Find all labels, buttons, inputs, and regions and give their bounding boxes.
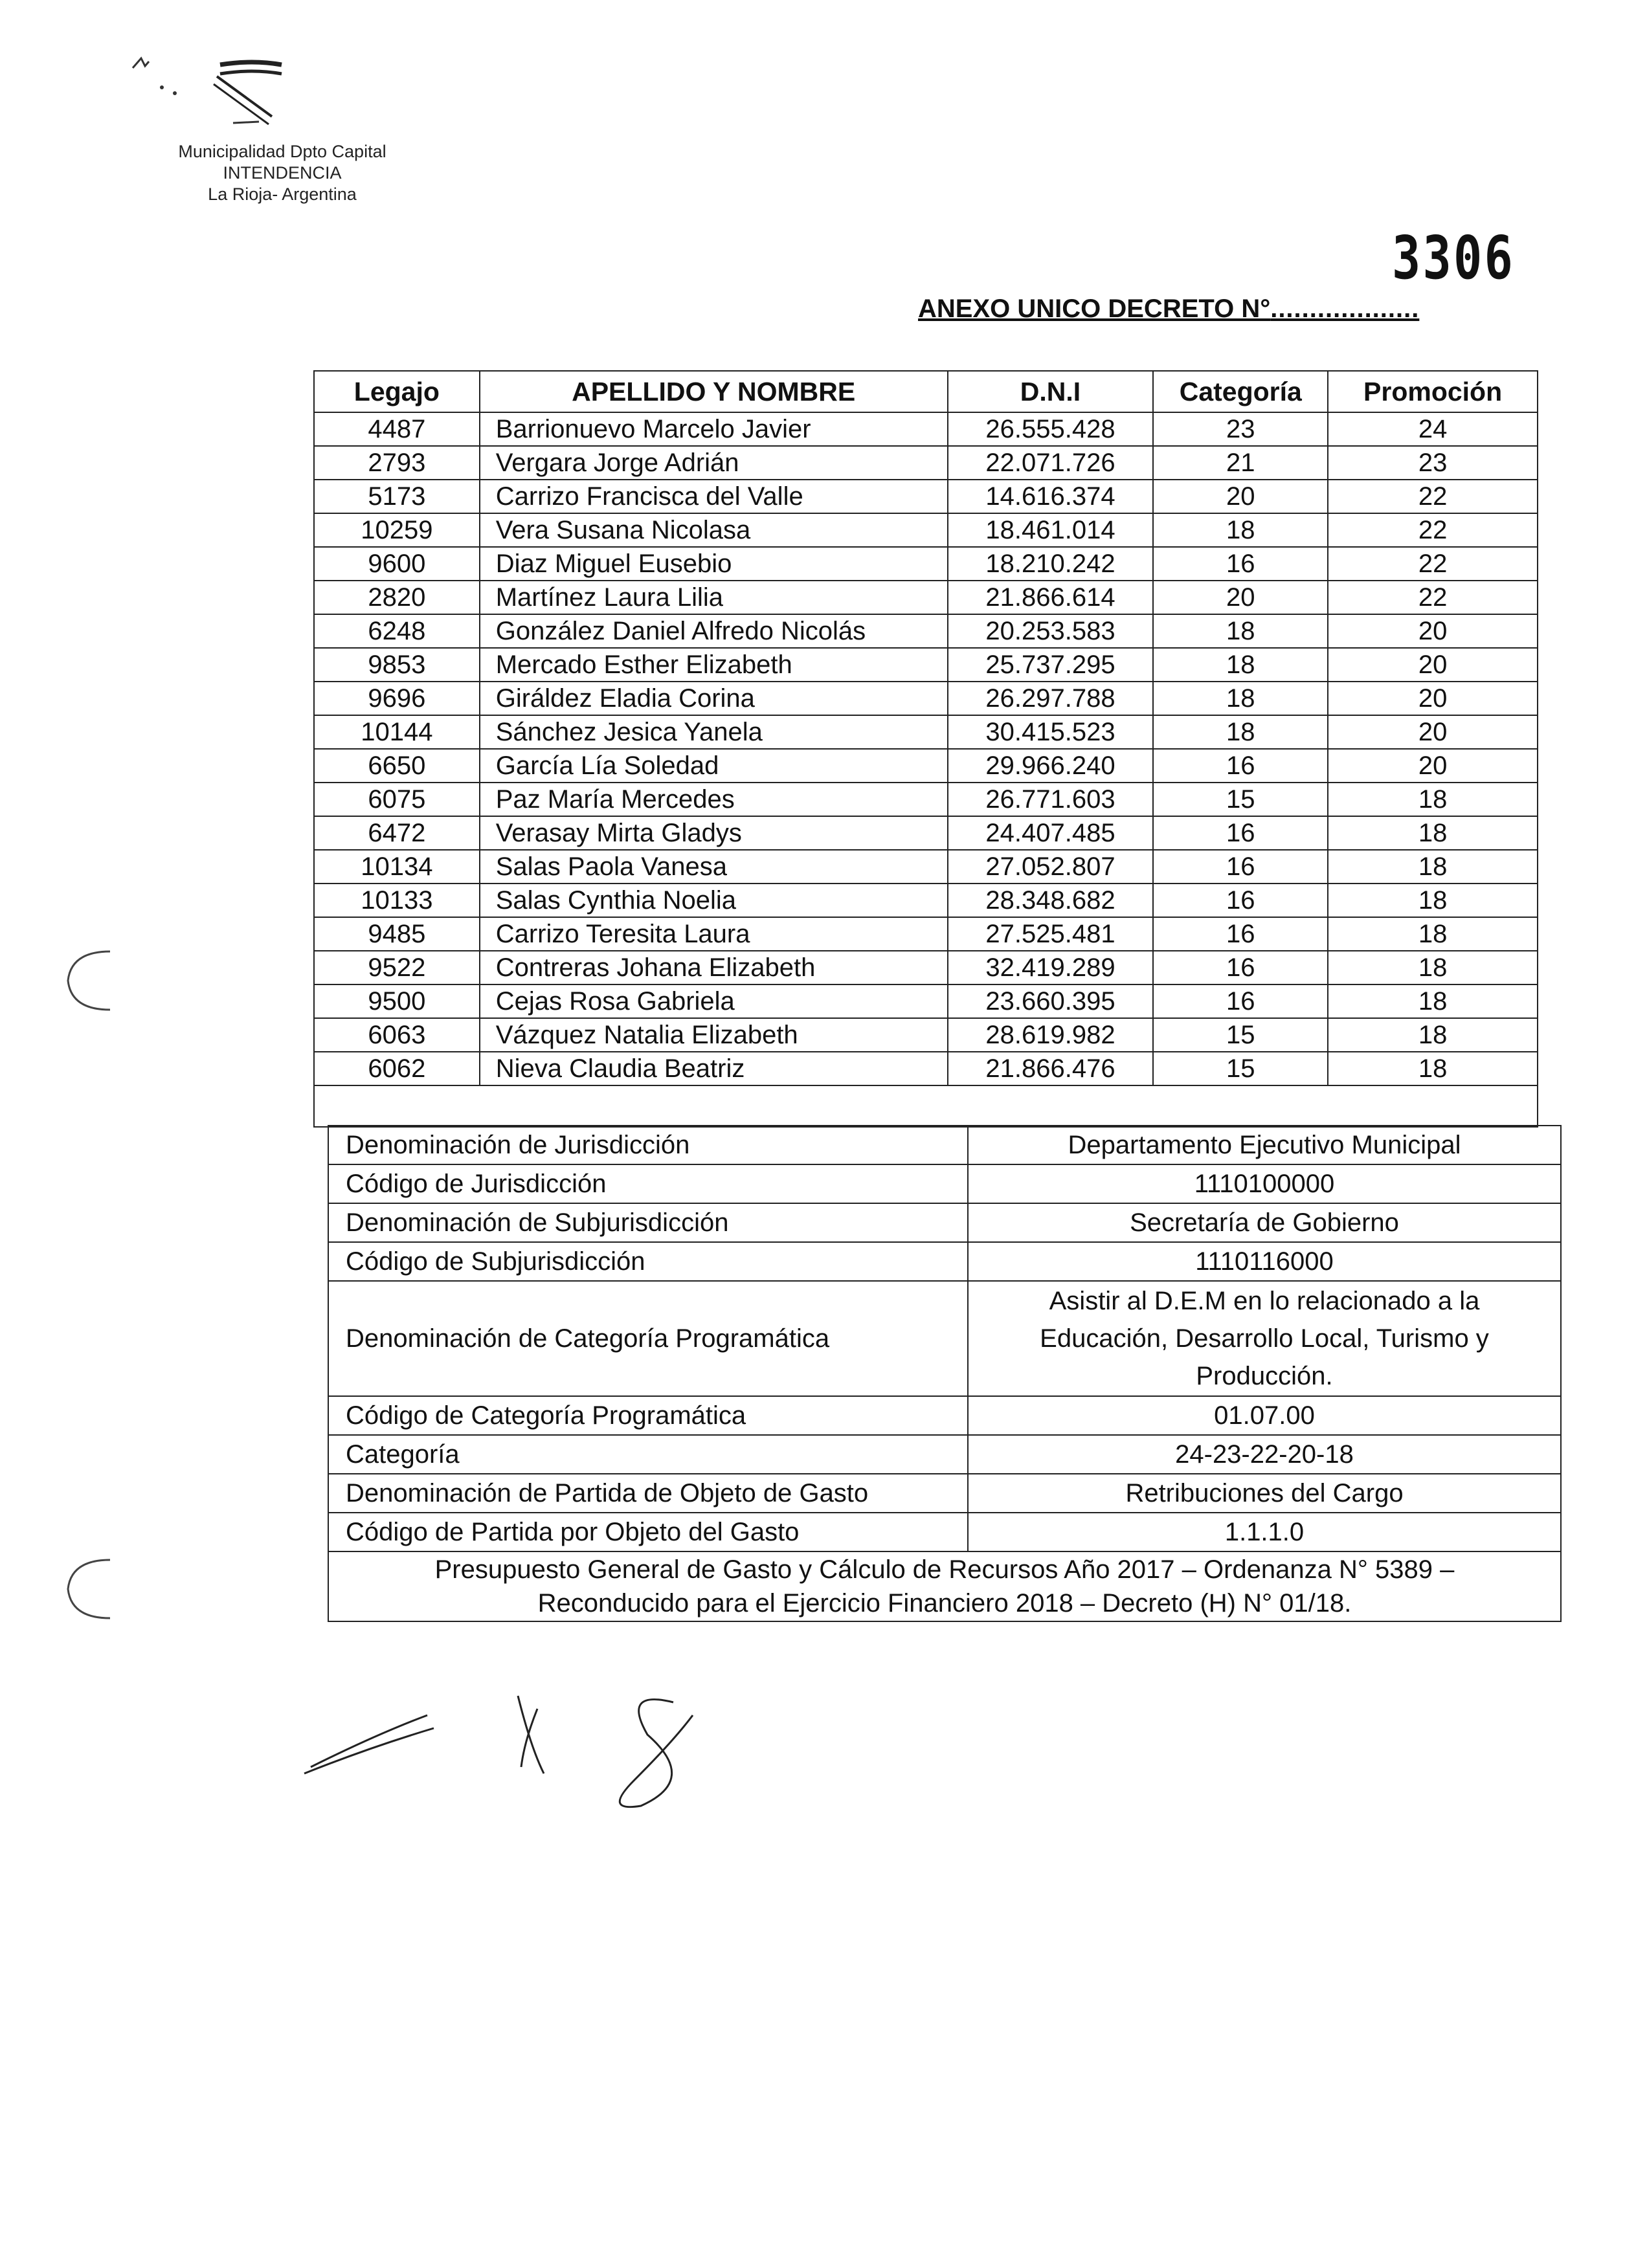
dni-cell: 18.461.014 bbox=[948, 513, 1154, 547]
dni-cell: 28.619.982 bbox=[948, 1018, 1154, 1052]
dni-cell: 27.525.481 bbox=[948, 917, 1154, 951]
spacer-cell bbox=[314, 1085, 1538, 1127]
budget-row-codigo-partida bbox=[328, 1513, 1561, 1551]
name-cell: Carrizo Francisca del Valle bbox=[480, 480, 948, 513]
name-cell: Barrionuevo Marcelo Javier bbox=[480, 412, 948, 446]
table-row bbox=[314, 513, 1538, 547]
decree-number: 3306 bbox=[1392, 223, 1516, 293]
budget-row-subjurisdiccion bbox=[328, 1203, 1561, 1242]
header-categoria: Categoría bbox=[1153, 371, 1328, 412]
budget-footer-line1: Presupuesto General de Gasto y Cálculo de Recursos Año 2017 – Ordenanza N° 5389 – bbox=[434, 1555, 1455, 1584]
categoria-programatica-line2: Educación, Desarrollo Local, Turismo y bbox=[1040, 1324, 1489, 1353]
categoria-cell: 15 bbox=[1153, 1052, 1328, 1085]
categoria-cell: 16 bbox=[1153, 884, 1328, 917]
legajo-cell: 9485 bbox=[314, 917, 480, 951]
header-municipality: Municipalidad Dpto Capital bbox=[178, 142, 387, 161]
categoria-cell: 16 bbox=[1153, 984, 1328, 1018]
table-row bbox=[314, 783, 1538, 816]
name-cell: González Daniel Alfredo Nicolás bbox=[480, 614, 948, 648]
name-cell: Carrizo Teresita Laura bbox=[480, 917, 948, 951]
categoria-cell: 15 bbox=[1153, 1018, 1328, 1052]
name-cell: Martínez Laura Lilia bbox=[480, 581, 948, 614]
header-intendencia: INTENDENCIA bbox=[223, 163, 342, 183]
categoria-cell: 16 bbox=[1153, 816, 1328, 850]
dni-cell: 23.660.395 bbox=[948, 984, 1154, 1018]
table-row bbox=[314, 715, 1538, 749]
jurisdiccion-value: Departamento Ejecutivo Municipal bbox=[968, 1126, 1561, 1164]
promocion-cell: 18 bbox=[1328, 850, 1538, 884]
header-apellido-nombre: APELLIDO Y NOMBRE bbox=[480, 371, 948, 412]
legajo-cell: 6062 bbox=[314, 1052, 480, 1085]
categoria-programatica-value bbox=[968, 1281, 1561, 1396]
table-row bbox=[314, 547, 1538, 581]
promocion-cell: 20 bbox=[1328, 682, 1538, 715]
dni-cell: 14.616.374 bbox=[948, 480, 1154, 513]
table-spacer-row bbox=[314, 1085, 1538, 1127]
header-dni: D.N.I bbox=[948, 371, 1154, 412]
name-cell: Contreras Johana Elizabeth bbox=[480, 951, 948, 984]
subjurisdiccion-value: Secretaría de Gobierno bbox=[968, 1203, 1561, 1242]
subjurisdiccion-label: Denominación de Subjurisdicción bbox=[328, 1203, 968, 1242]
promocion-cell: 18 bbox=[1328, 816, 1538, 850]
promocion-cell: 18 bbox=[1328, 783, 1538, 816]
table-row bbox=[314, 682, 1538, 715]
table-row bbox=[314, 917, 1538, 951]
budget-row-codigo-subjurisdiccion bbox=[328, 1242, 1561, 1281]
handwritten-signature-icon bbox=[298, 1670, 790, 1825]
promocion-cell: 24 bbox=[1328, 412, 1538, 446]
codigo-categoria-programatica-value: 01.07.00 bbox=[968, 1396, 1561, 1435]
codigo-categoria-programatica-label: Código de Categoría Programática bbox=[328, 1396, 968, 1435]
dni-cell: 18.210.242 bbox=[948, 547, 1154, 581]
table-row bbox=[314, 749, 1538, 783]
header-legajo: Legajo bbox=[314, 371, 480, 412]
municipality-header bbox=[146, 141, 418, 205]
promocion-cell: 20 bbox=[1328, 648, 1538, 682]
name-cell: Nieva Claudia Beatriz bbox=[480, 1052, 948, 1085]
categoria-cell: 18 bbox=[1153, 648, 1328, 682]
legajo-cell: 10134 bbox=[314, 850, 480, 884]
dni-cell: 32.419.289 bbox=[948, 951, 1154, 984]
categoria-cell: 20 bbox=[1153, 581, 1328, 614]
legajo-cell: 2820 bbox=[314, 581, 480, 614]
promocion-cell: 18 bbox=[1328, 884, 1538, 917]
legajo-cell: 10133 bbox=[314, 884, 480, 917]
promocion-cell: 18 bbox=[1328, 1052, 1538, 1085]
legajo-cell: 6063 bbox=[314, 1018, 480, 1052]
codigo-partida-value: 1.1.1.0 bbox=[968, 1513, 1561, 1551]
budget-row-codigo-categoria-programatica bbox=[328, 1396, 1561, 1435]
legajo-cell: 6650 bbox=[314, 749, 480, 783]
header-location: La Rioja- Argentina bbox=[208, 184, 357, 204]
dni-cell: 27.052.807 bbox=[948, 850, 1154, 884]
table-row bbox=[314, 850, 1538, 884]
table-row bbox=[314, 884, 1538, 917]
dni-cell: 26.771.603 bbox=[948, 783, 1154, 816]
table-row bbox=[314, 1052, 1538, 1085]
categoria-cell: 16 bbox=[1153, 850, 1328, 884]
promocion-cell: 18 bbox=[1328, 1018, 1538, 1052]
categoria-cell: 21 bbox=[1153, 446, 1328, 480]
partida-value: Retribuciones del Cargo bbox=[968, 1474, 1561, 1513]
codigo-partida-label: Código de Partida por Objeto del Gasto bbox=[328, 1513, 968, 1551]
table-row bbox=[314, 614, 1538, 648]
name-cell: Vázquez Natalia Elizabeth bbox=[480, 1018, 948, 1052]
categoria-value: 24-23-22-20-18 bbox=[968, 1435, 1561, 1474]
legajo-cell: 9696 bbox=[314, 682, 480, 715]
name-cell: Vera Susana Nicolasa bbox=[480, 513, 948, 547]
promocion-cell: 22 bbox=[1328, 480, 1538, 513]
name-cell: Sánchez Jesica Yanela bbox=[480, 715, 948, 749]
promocion-cell: 23 bbox=[1328, 446, 1538, 480]
categoria-cell: 16 bbox=[1153, 951, 1328, 984]
dni-cell: 28.348.682 bbox=[948, 884, 1154, 917]
categoria-cell: 16 bbox=[1153, 917, 1328, 951]
name-cell: Cejas Rosa Gabriela bbox=[480, 984, 948, 1018]
name-cell: Diaz Miguel Eusebio bbox=[480, 547, 948, 581]
table-row bbox=[314, 1018, 1538, 1052]
codigo-subjurisdiccion-label: Código de Subjurisdicción bbox=[328, 1242, 968, 1281]
categoria-programatica-line1: Asistir al D.E.M en lo relacionado a la bbox=[1049, 1287, 1480, 1315]
legajo-cell: 2793 bbox=[314, 446, 480, 480]
dni-cell: 21.866.614 bbox=[948, 581, 1154, 614]
table-header-row bbox=[314, 371, 1538, 412]
staff-promotion-table bbox=[313, 370, 1538, 1128]
dni-cell: 25.737.295 bbox=[948, 648, 1154, 682]
budget-row-footer bbox=[328, 1551, 1561, 1621]
annex-title bbox=[918, 295, 1419, 324]
table-row bbox=[314, 581, 1538, 614]
header-promocion: Promoción bbox=[1328, 371, 1538, 412]
categoria-cell: 20 bbox=[1153, 480, 1328, 513]
dni-cell: 26.555.428 bbox=[948, 412, 1154, 446]
dni-cell: 20.253.583 bbox=[948, 614, 1154, 648]
promocion-cell: 20 bbox=[1328, 614, 1538, 648]
categoria-cell: 23 bbox=[1153, 412, 1328, 446]
annex-title-dots: ................... bbox=[1270, 295, 1420, 323]
table-row bbox=[314, 648, 1538, 682]
categoria-programatica-label: Denominación de Categoría Programática bbox=[328, 1281, 968, 1396]
municipal-logo-icon bbox=[123, 39, 291, 136]
table-row bbox=[314, 984, 1538, 1018]
categoria-programatica-line3: Producción. bbox=[1196, 1362, 1333, 1390]
categoria-cell: 15 bbox=[1153, 783, 1328, 816]
dni-cell: 21.866.476 bbox=[948, 1052, 1154, 1085]
punch-hole-icon bbox=[58, 1553, 123, 1625]
promocion-cell: 18 bbox=[1328, 984, 1538, 1018]
promocion-cell: 18 bbox=[1328, 917, 1538, 951]
dni-cell: 29.966.240 bbox=[948, 749, 1154, 783]
categoria-cell: 16 bbox=[1153, 749, 1328, 783]
budget-row-jurisdiccion bbox=[328, 1126, 1561, 1164]
legajo-cell: 6075 bbox=[314, 783, 480, 816]
legajo-cell: 9853 bbox=[314, 648, 480, 682]
budget-row-categoria bbox=[328, 1435, 1561, 1474]
budget-info-table bbox=[328, 1125, 1562, 1622]
annex-title-text: ANEXO UNICO DECRETO N° bbox=[918, 295, 1271, 323]
partida-label: Denominación de Partida de Objeto de Gasto bbox=[328, 1474, 968, 1513]
budget-row-codigo-jurisdiccion bbox=[328, 1164, 1561, 1203]
budget-row-categoria-programatica bbox=[328, 1281, 1561, 1396]
legajo-cell: 10144 bbox=[314, 715, 480, 749]
legajo-cell: 6248 bbox=[314, 614, 480, 648]
legajo-cell: 6472 bbox=[314, 816, 480, 850]
jurisdiccion-label: Denominación de Jurisdicción bbox=[328, 1126, 968, 1164]
punch-hole-icon bbox=[58, 945, 123, 1016]
categoria-cell: 18 bbox=[1153, 614, 1328, 648]
table-row bbox=[314, 816, 1538, 850]
legajo-cell: 4487 bbox=[314, 412, 480, 446]
legajo-cell: 9600 bbox=[314, 547, 480, 581]
categoria-cell: 16 bbox=[1153, 547, 1328, 581]
name-cell: Giráldez Eladia Corina bbox=[480, 682, 948, 715]
name-cell: García Lía Soledad bbox=[480, 749, 948, 783]
name-cell: Vergara Jorge Adrián bbox=[480, 446, 948, 480]
legajo-cell: 9500 bbox=[314, 984, 480, 1018]
promocion-cell: 22 bbox=[1328, 513, 1538, 547]
dni-cell: 26.297.788 bbox=[948, 682, 1154, 715]
promocion-cell: 18 bbox=[1328, 951, 1538, 984]
categoria-cell: 18 bbox=[1153, 682, 1328, 715]
dni-cell: 30.415.523 bbox=[948, 715, 1154, 749]
codigo-jurisdiccion-label: Código de Jurisdicción bbox=[328, 1164, 968, 1203]
categoria-label: Categoría bbox=[328, 1435, 968, 1474]
name-cell: Salas Cynthia Noelia bbox=[480, 884, 948, 917]
name-cell: Salas Paola Vanesa bbox=[480, 850, 948, 884]
budget-footer-note bbox=[328, 1551, 1561, 1621]
legajo-cell: 10259 bbox=[314, 513, 480, 547]
table-row bbox=[314, 480, 1538, 513]
promocion-cell: 20 bbox=[1328, 715, 1538, 749]
name-cell: Paz María Mercedes bbox=[480, 783, 948, 816]
dni-cell: 24.407.485 bbox=[948, 816, 1154, 850]
promocion-cell: 20 bbox=[1328, 749, 1538, 783]
codigo-subjurisdiccion-value: 1110116000 bbox=[968, 1242, 1561, 1281]
promocion-cell: 22 bbox=[1328, 547, 1538, 581]
budget-row-partida bbox=[328, 1474, 1561, 1513]
codigo-jurisdiccion-value: 1110100000 bbox=[968, 1164, 1561, 1203]
table-row bbox=[314, 446, 1538, 480]
legajo-cell: 5173 bbox=[314, 480, 480, 513]
table-row bbox=[314, 951, 1538, 984]
legajo-cell: 9522 bbox=[314, 951, 480, 984]
budget-footer-line2: Reconducido para el Ejercicio Financiero 2018 – Decreto (H) N° 01/18. bbox=[537, 1589, 1352, 1618]
table-row bbox=[314, 412, 1538, 446]
staff-table-body bbox=[314, 412, 1538, 1085]
categoria-cell: 18 bbox=[1153, 715, 1328, 749]
name-cell: Mercado Esther Elizabeth bbox=[480, 648, 948, 682]
categoria-cell: 18 bbox=[1153, 513, 1328, 547]
name-cell: Verasay Mirta Gladys bbox=[480, 816, 948, 850]
promocion-cell: 22 bbox=[1328, 581, 1538, 614]
dni-cell: 22.071.726 bbox=[948, 446, 1154, 480]
